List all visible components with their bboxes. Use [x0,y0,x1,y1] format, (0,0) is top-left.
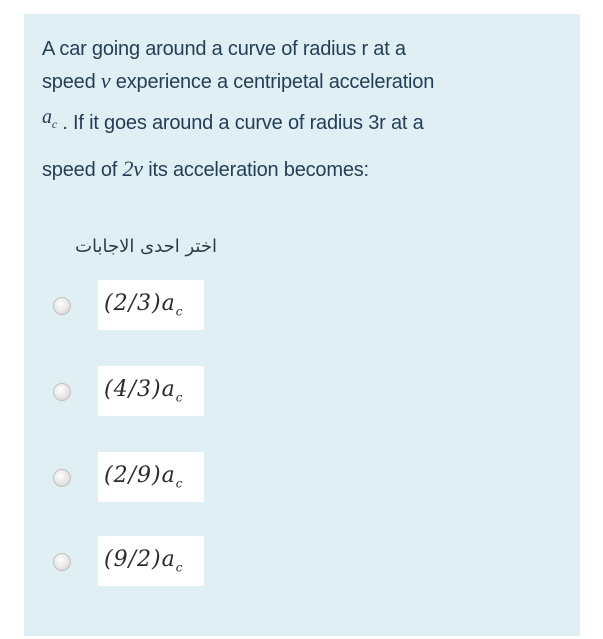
answer-text-1 [104,291,183,318]
answer-1-label: (2/3)a [104,291,176,317]
answer-option-1[interactable] [50,280,210,330]
question-line-4-post: its acceleration becomes: [148,159,369,181]
question-line-3-text: . If it goes around a curve of radius 3r at a [62,112,424,134]
question-line-2-pre: speed [42,71,96,93]
radio-button-2[interactable] [53,383,71,401]
question-line-3 [42,106,424,138]
question-card [24,14,580,636]
speed-variable: v [100,68,111,93]
answer-box-1[interactable] [98,280,204,330]
answer-option-2[interactable] [50,366,210,416]
answer-text-2 [104,377,183,404]
answer-2-subscript: c [175,390,184,405]
radio-button-3[interactable] [53,469,71,487]
answer-text-4 [104,547,183,574]
question-line-2-post: experience a centripetal acceleration [115,71,435,93]
acceleration-symbol: a [42,106,52,128]
doubled-speed-variable: 2v [122,156,143,181]
centripetal-acceleration-symbol [42,106,57,131]
answer-box-2[interactable] [98,366,204,416]
answer-2-label: (4/3)a [104,377,176,403]
answer-box-3[interactable] [98,452,204,502]
answer-box-4[interactable] [98,536,204,586]
answer-3-subscript: c [175,476,184,491]
answer-1-subscript: c [175,304,184,319]
answer-4-subscript: c [175,560,184,575]
answer-option-4[interactable] [50,536,210,586]
answer-3-label: (2/9)a [104,463,176,489]
question-line-4-pre: speed of [42,159,118,181]
acceleration-symbol-subscript: c [51,117,57,131]
answer-option-3[interactable] [50,452,210,502]
question-line-4 [42,156,369,182]
answer-text-3 [104,463,183,490]
question-line-1-text: A car going around a curve of radius r at a [42,38,406,60]
question-line-2 [42,68,434,94]
radio-button-1[interactable] [53,297,71,315]
choose-answer-prompt: اختر احدى الاجابات [75,236,217,257]
question-line-1 [42,38,406,61]
answer-4-label: (9/2)a [104,547,176,573]
radio-button-4[interactable] [53,553,71,571]
